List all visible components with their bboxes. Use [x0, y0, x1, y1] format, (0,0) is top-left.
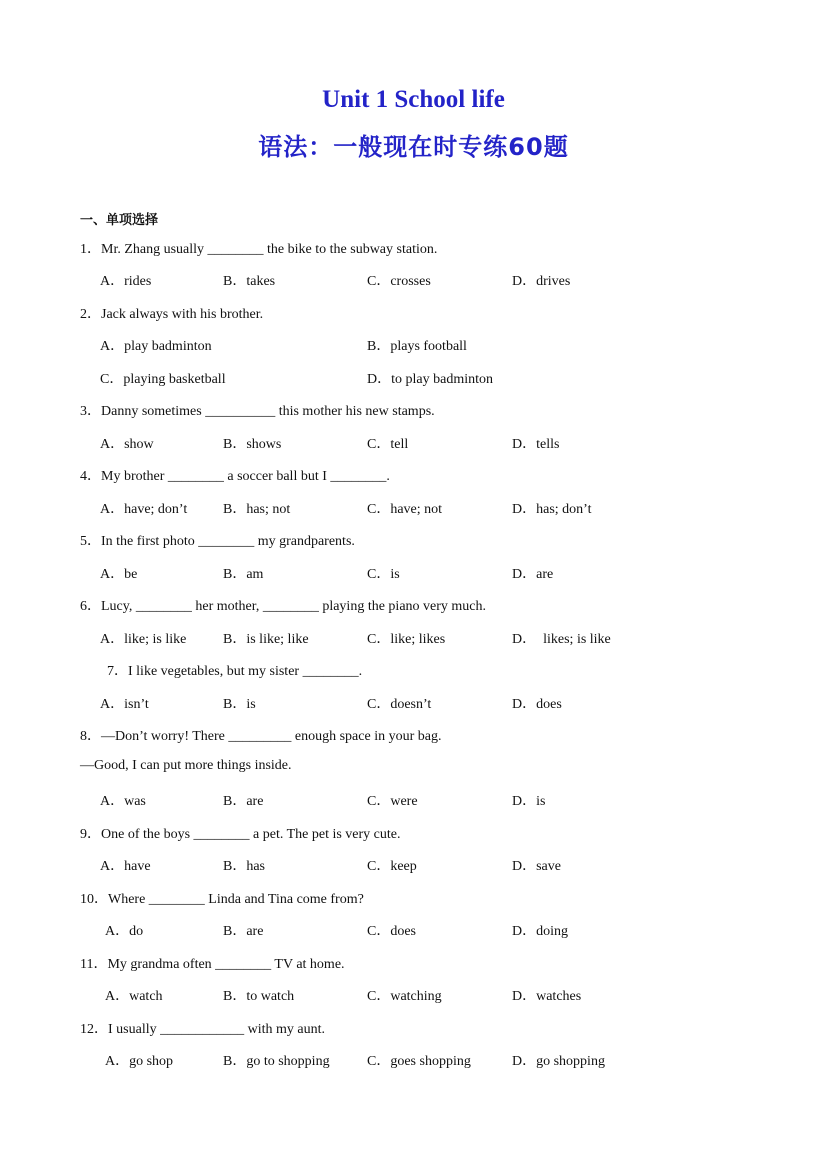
q10-option-c: C．does [367, 924, 416, 939]
q8-option-b: B．are [223, 794, 264, 809]
q3-option-b: B．shows [223, 437, 282, 452]
q5-option-a: A．be [100, 567, 138, 582]
q12-option-c: C．goes shopping [367, 1054, 471, 1069]
q3-option-a: A．show [100, 437, 154, 452]
q2-option-a: A．play badminton [100, 339, 212, 354]
q6-option-d: D． likes; is like [512, 632, 611, 647]
q3-option-c: C．tell [367, 437, 409, 452]
q7-option-c: C．doesn’t [367, 697, 432, 712]
q9-option-a: A．have [100, 859, 151, 874]
title-chinese: 语法：一般现在时专练60题 [258, 133, 569, 161]
q2-option-d: D．to play badminton [367, 372, 493, 387]
q12-option-b: B．go to shopping [223, 1054, 330, 1069]
title-english: Unit 1 School life [322, 86, 505, 113]
question-10: 10．Where ________ Linda and Tina come from? [80, 892, 364, 907]
question-1: 1．Mr. Zhang usually ________ the bike to the subway station. [80, 242, 438, 257]
q6-option-c: C．like; likes [367, 632, 446, 647]
q1-option-a: A．rides [100, 274, 152, 289]
question-9: 9．One of the boys ________ a pet. The pet is very cute. [80, 827, 401, 842]
q9-option-b: B．has [223, 859, 265, 874]
q12-option-d: D．go shopping [512, 1054, 605, 1069]
q2-option-b: B．plays football [367, 339, 467, 354]
question-2: 2．Jack always with his brother. [80, 307, 264, 322]
q6-option-a: A．like; is like [100, 632, 187, 647]
q8-option-d: D．is [512, 794, 546, 809]
q9-option-d: D．save [512, 859, 561, 874]
q12-option-a: A．go shop [105, 1054, 174, 1069]
question-6: 6．Lucy, ________ her mother, ________ playing the piano very much. [80, 599, 487, 614]
q10-option-b: B．are [223, 924, 264, 939]
question-4: 4．My brother ________ a soccer ball but I ________. [80, 469, 390, 484]
q2-option-c: C．playing basketball [100, 372, 226, 387]
q7-option-d: D．does [512, 697, 562, 712]
q3-option-d: D．tells [512, 437, 560, 452]
q1-option-c: C．crosses [367, 274, 431, 289]
section-heading: 一、单项选择 [80, 213, 159, 228]
q4-option-d: D．has; don’t [512, 502, 592, 517]
q9-option-c: C．keep [367, 859, 417, 874]
question-5: 5．In the first photo ________ my grandparents. [80, 534, 355, 549]
q5-option-c: C．is [367, 567, 400, 582]
q10-option-d: D．doing [512, 924, 568, 939]
q7-option-a: A．isn’t [100, 697, 149, 712]
q8-option-c: C．were [367, 794, 418, 809]
q5-option-d: D．are [512, 567, 554, 582]
q11-option-a: A．watch [105, 989, 163, 1004]
q11-option-b: B．to watch [223, 989, 295, 1004]
question-8-reply: —Good, I can put more things inside. [80, 758, 292, 773]
question-8: 8．—Don’t worry! There _________ enough space in your bag. [80, 729, 442, 744]
q10-option-a: A．do [105, 924, 144, 939]
q4-option-c: C．have; not [367, 502, 443, 517]
q1-option-b: B．takes [223, 274, 276, 289]
question-12: 12．I usually ____________ with my aunt. [80, 1022, 325, 1037]
q5-option-b: B．am [223, 567, 264, 582]
q11-option-d: D．watches [512, 989, 582, 1004]
question-11: 11．My grandma often ________ TV at home. [80, 957, 345, 972]
q4-option-b: B．has; not [223, 502, 291, 517]
q1-option-d: D．drives [512, 274, 571, 289]
question-7: 7．I like vegetables, but my sister ________. [107, 664, 363, 679]
q4-option-a: A．have; don’t [100, 502, 188, 517]
q7-option-b: B．is [223, 697, 256, 712]
question-3: 3．Danny sometimes __________ this mother his new stamps. [80, 404, 435, 419]
q8-option-a: A．was [100, 794, 146, 809]
q11-option-c: C．watching [367, 989, 442, 1004]
q6-option-b: B．is like; like [223, 632, 309, 647]
